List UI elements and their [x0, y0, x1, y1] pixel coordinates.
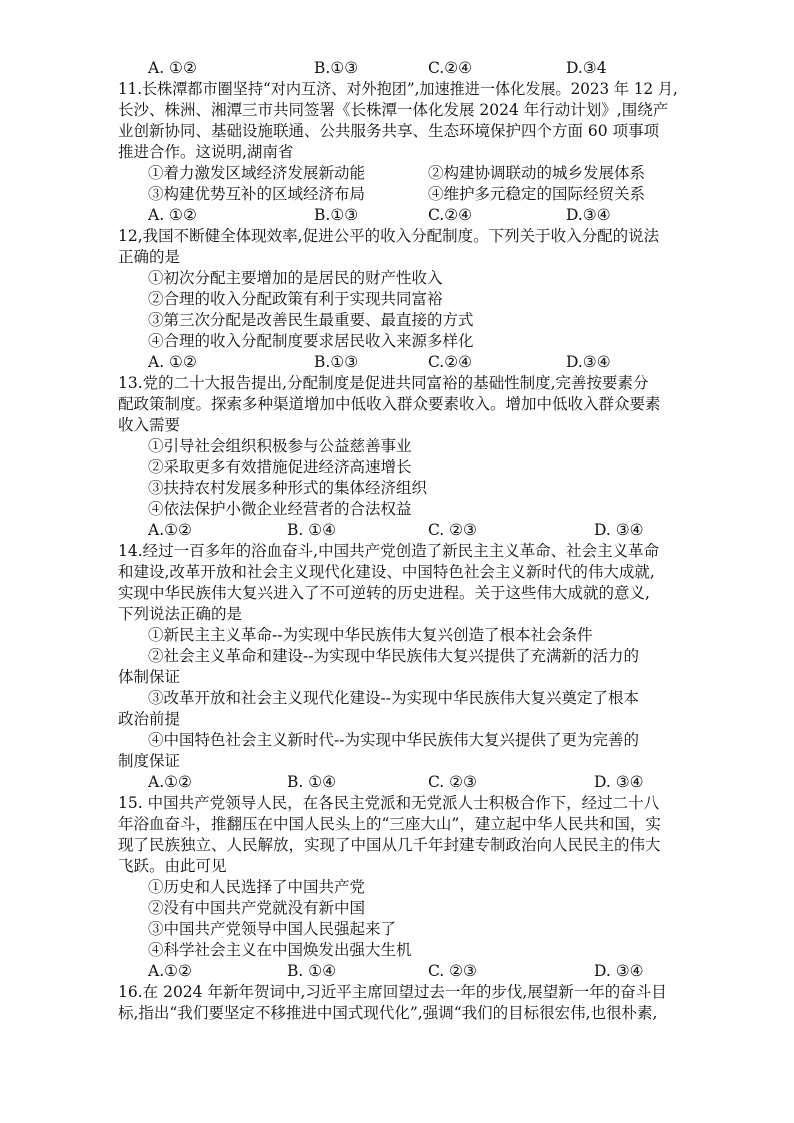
q11-stem-line: 推进合作。这说明,湖南省 — [118, 143, 294, 161]
q14-option-1: ①新民主主义革命--为实现中华民族伟大复兴创造了根本社会条件 — [148, 626, 593, 644]
choice-c: C.②④ — [428, 206, 473, 224]
choice-b: B.①③ — [314, 353, 359, 371]
choice-c: C. ②③ — [428, 521, 477, 539]
choice-d: D.③4 — [566, 59, 607, 77]
q14-option-2-cont: 体制保证 — [118, 668, 181, 686]
q14-stem-line: 和建设,改革开放和社会主义现代化建设、中国特色社会主义新时代的伟大成就, — [118, 563, 655, 581]
q15-stem-line: 15. 中国共产党领导人民，在各民主党派和无党派人士积极合作下，经过二十八 — [118, 794, 660, 812]
choice-b: B. ①④ — [287, 962, 337, 980]
choice-a: A. ①② — [148, 59, 197, 77]
q13-option-2: ②采取更多有效措施促进经济高速增长 — [148, 458, 412, 476]
choice-a: A. ①② — [148, 353, 197, 371]
q11-option-4: ④维护多元稳定的国际经贸关系 — [428, 185, 646, 203]
choice-a: A. ①② — [148, 206, 197, 224]
q12-option-2: ②合理的收入分配政策有利于实现共同富裕 — [148, 290, 443, 308]
q11-option-2: ②构建协调联动的城乡发展体系 — [428, 164, 646, 182]
q14-stem-line: 14.经过一百多年的浴血奋斗,中国共产党创造了新民主主义革命、社会主义革命 — [118, 542, 660, 560]
q14-option-2: ②社会主义革命和建设--为实现中华民族伟大复兴提供了充满新的活力的 — [148, 647, 639, 665]
q12-stem-line: 正确的是 — [118, 248, 181, 266]
choice-b: B.①③ — [314, 59, 359, 77]
q12-option-4: ④合理的收入分配制度要求居民收入来源多样化 — [148, 332, 474, 350]
q13-option-4: ④依法保护小微企业经营者的合法权益 — [148, 500, 412, 518]
q15-stem-line: 年浴血奋斗，推翻压在中国人民头上的“三座大山”，建立起中华人民共和国，实 — [118, 815, 661, 833]
q15-option-4: ④科学社会主义在中国焕发出强大生机 — [148, 941, 412, 959]
choice-b: B. ①④ — [287, 521, 337, 539]
q14-stem-line: 实现中华民族伟大复兴进入了不可逆转的历史进程。关于这些伟大成就的意义, — [118, 584, 650, 602]
choice-d: D. ③④ — [594, 773, 644, 791]
choice-b: B.①③ — [314, 206, 359, 224]
q15-option-3: ③中国共产党领导中国人民强起来了 — [148, 920, 397, 938]
q11-option-1: ①着力激发区域经济发展新动能 — [148, 164, 366, 182]
q12-option-3: ③第三次分配是改善民生最重要、最直接的方式 — [148, 311, 474, 329]
q11-stem-line: 长沙、株洲、湘潭三市共同签署《长株潭一体化发展 2024 年行动计划》,围绕产 — [118, 101, 669, 119]
q11-stem-line: 11.长株潭都市圈坚持“对内互济、对外抱团”,加速推进一体化发展。2023 年 12 月, — [118, 80, 678, 98]
choice-c: C.②④ — [428, 59, 473, 77]
q14-option-4: ④中国特色社会主义新时代--为实现中华民族伟大复兴提供了更为完善的 — [148, 731, 639, 749]
q13-stem-line: 收入需要 — [118, 416, 181, 434]
choice-c: C.②④ — [428, 353, 473, 371]
q14-option-3-cont: 政治前提 — [118, 710, 181, 728]
choice-a: A.①② — [148, 773, 192, 791]
choice-b: B. ①④ — [287, 773, 337, 791]
q16-stem-line: 16.在 2024 年新年贺词中,习近平主席回望过去一年的步伐,展望新一年的奋斗目 — [118, 983, 667, 1001]
q13-stem-line: 配政策制度。探索多种渠道增加中低收入群众要素收入。增加中低收入群众要素 — [118, 395, 661, 413]
choice-d: D.③④ — [566, 206, 611, 224]
q14-option-3: ③改革开放和社会主义现代化建设--为实现中华民族伟大复兴奠定了根本 — [148, 689, 639, 707]
choice-c: C. ②③ — [428, 962, 477, 980]
choice-d: D.③④ — [566, 353, 611, 371]
q13-option-1: ①引导社会组织积极参与公益慈善事业 — [148, 437, 412, 455]
choice-a: A.①② — [148, 962, 192, 980]
q13-stem-line: 13.党的二十大报告提出,分配制度是促进共同富裕的基础性制度,完善按要素分 — [118, 374, 649, 392]
q14-option-4-cont: 制度保证 — [118, 752, 181, 770]
choice-a: A.①② — [148, 521, 192, 539]
q15-stem-line: 飞跃。由此可见 — [118, 857, 227, 875]
q11-option-3: ③构建优势互补的区域经济布局 — [148, 185, 366, 203]
q15-option-2: ②没有中国共产党就没有新中国 — [148, 899, 366, 917]
q12-option-1: ①初次分配主要增加的是居民的财产性收入 — [148, 269, 443, 287]
q14-stem-line: 下列说法正确的是 — [118, 605, 243, 623]
choice-d: D. ③④ — [594, 521, 644, 539]
q15-stem-line: 现了民族独立、人民解放，实现了中国从几千年封建专制政治向人民民主的伟大 — [118, 836, 661, 854]
q11-stem-line: 业创新协同、基础设施联通、公共服务共享、生态环境保护四个方面 60 项事项 — [118, 122, 660, 140]
q15-option-1: ①历史和人民选择了中国共产党 — [148, 878, 366, 896]
q13-option-3: ③扶持农村发展多种形式的集体经济组织 — [148, 479, 428, 497]
choice-d: D. ③④ — [594, 962, 644, 980]
q12-stem-line: 12,我国不断健全体现效率,促进公平的收入分配制度。下列关于收入分配的说法 — [118, 227, 660, 245]
choice-c: C. ②③ — [428, 773, 477, 791]
q16-stem-line: 标,指出“我们要坚定不移推进中国式现代化”,强调“我们的目标很宏伟,也很朴素, — [118, 1004, 658, 1022]
